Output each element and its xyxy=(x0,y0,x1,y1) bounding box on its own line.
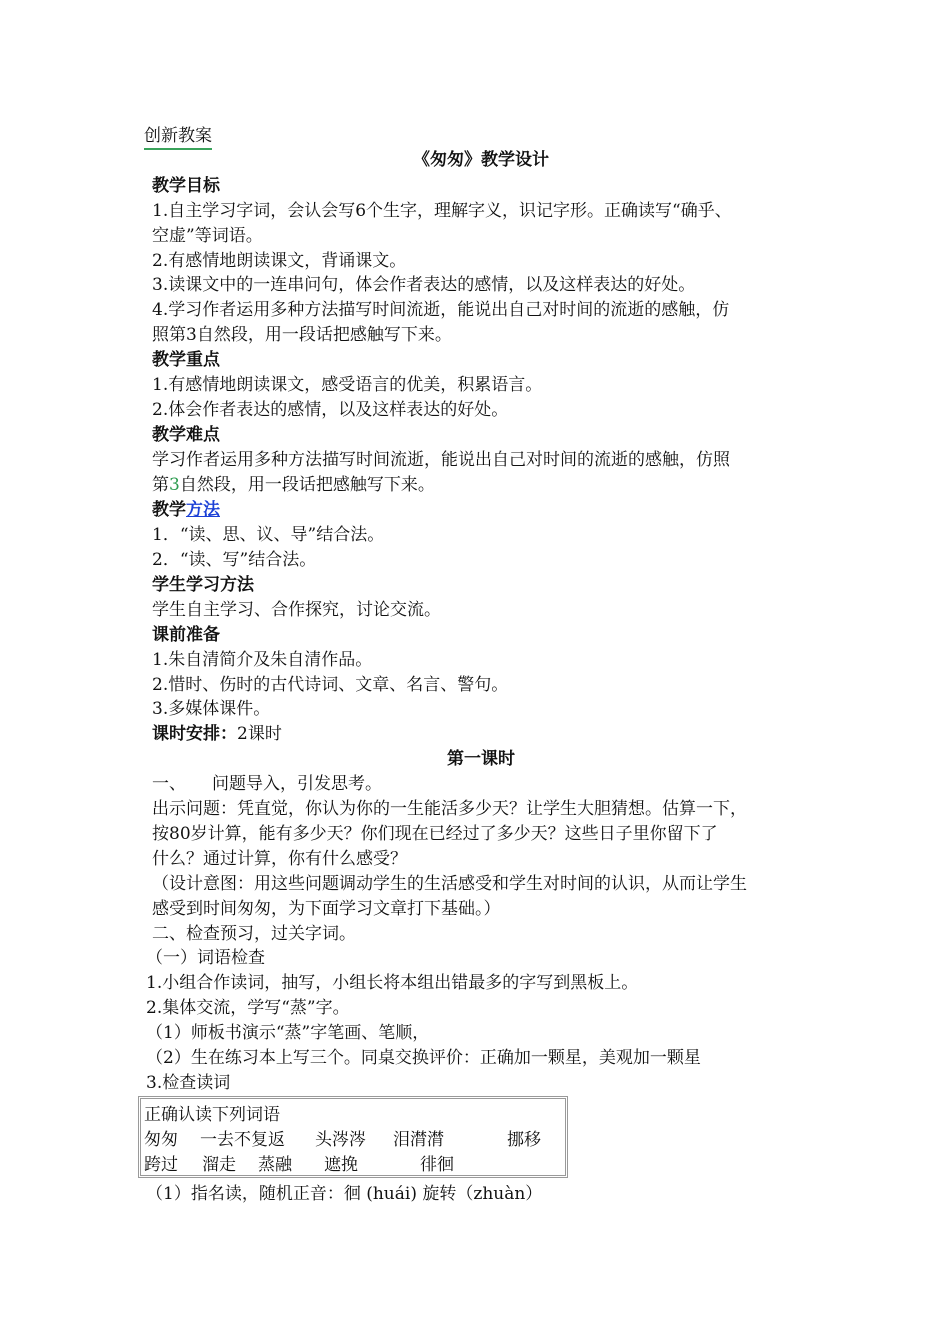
goal-line: 空虚”等词语。 xyxy=(152,226,263,246)
part1-line xyxy=(152,772,382,796)
method-heading xyxy=(152,498,220,522)
step-line: 1.小组合作读词，抽写，小组长将本组出错最多的字写到黑板上。 xyxy=(146,973,639,993)
intro-line: 什么？通过计算，你有什么感受？ xyxy=(152,849,407,869)
intro-line: 感受到时间匆匆，为下面学习文章打下基础。） xyxy=(152,899,501,919)
goal-line: 3.读课文中的一连串问句，体会作者表达的感情，以及这样表达的好处。 xyxy=(152,275,696,295)
step-line: 3.检查读词 xyxy=(146,1073,231,1093)
correction-line: （1）指名读，随机正音：徊 (huái) 旋转（zhuàn） xyxy=(146,1184,543,1204)
vocab-word: 蒸融 xyxy=(258,1155,292,1175)
goal-line: 1.自主学习字词，会认会写6个生字，理解字义，识记字形。正确读写“确乎、 xyxy=(152,201,732,221)
vocab-row xyxy=(144,1128,541,1152)
vocab-word: 挪移 xyxy=(507,1130,541,1150)
difficulty-post: 自然段，用一段话把感触写下来。 xyxy=(179,475,435,495)
doc-title: 《匆匆》教学设计 xyxy=(413,150,549,170)
doc-tag: 创新教案 xyxy=(144,124,212,150)
sub1-line: （一）词语检查 xyxy=(146,948,265,968)
vocab-word: 徘徊 xyxy=(420,1155,454,1175)
key-heading: 教学重点 xyxy=(152,350,220,370)
vocab-word: 泪潸潸 xyxy=(393,1130,444,1150)
goal-line: 4.学习作者运用多种方法描写时间流逝，能说出自己对时间的流逝的感触，仿 xyxy=(152,300,730,320)
student-line: 学生自主学习、合作探究，讨论交流。 xyxy=(152,600,441,620)
method-heading-text: 教学 xyxy=(152,500,186,520)
goals-heading: 教学目标 xyxy=(152,176,220,196)
schedule-value: 2课时 xyxy=(237,724,282,744)
vocab-box-title: 正确认读下列词语 xyxy=(144,1105,280,1125)
method-line: 2．“读、写”结合法。 xyxy=(152,550,317,570)
part1-title: 问题导入，引发思考。 xyxy=(212,774,382,794)
vocab-word: 一去不复返 xyxy=(200,1130,285,1150)
vocab-word: 匆匆 xyxy=(144,1130,178,1150)
difficulty-pre: 第 xyxy=(152,475,169,495)
vocab-word: 头涔涔 xyxy=(315,1130,366,1150)
difficulty-heading: 教学难点 xyxy=(152,425,220,445)
difficulty-line: 学习作者运用多种方法描写时间流逝，能说出自己对时间的流逝的感触，仿照 xyxy=(152,450,730,470)
vocab-word: 跨过 xyxy=(144,1155,178,1175)
goal-line: 照第3自然段，用一段话把感触写下来。 xyxy=(152,325,452,345)
vocab-box xyxy=(138,1096,568,1178)
key-line: 2.体会作者表达的感情，以及这样表达的好处。 xyxy=(152,400,509,420)
step-line: （1）师板书演示“蒸”字笔画、笔顺， xyxy=(146,1023,430,1043)
prep-line: 2.惜时、伤时的古代诗词、文章、名言、警句。 xyxy=(152,675,509,695)
step-line: 2.集体交流，学写“蒸”字。 xyxy=(146,998,350,1018)
key-line: 1.有感情地朗读课文，感受语言的优美，积累语言。 xyxy=(152,375,543,395)
schedule-label: 课时安排： xyxy=(152,724,237,744)
vocab-row xyxy=(144,1153,454,1177)
intro-line: 出示问题：凭直觉，你认为你的一生能活多少天？让学生大胆猜想。估算一下， xyxy=(152,799,747,819)
method-line: 1．“读、思、议、导”结合法。 xyxy=(152,525,385,545)
difficulty-number: 3 xyxy=(169,475,180,495)
part1-number: 一、 xyxy=(152,774,186,794)
intro-line: 按80岁计算，能有多少天？你们现在已经过了多少天？这些日子里你留下了 xyxy=(152,824,718,844)
intro-line: （设计意图：用这些问题调动学生的生活感受和学生对时间的认识，从而让学生 xyxy=(152,874,747,894)
vocab-word: 遮挽 xyxy=(324,1155,358,1175)
student-heading: 学生学习方法 xyxy=(152,575,254,595)
part2-line: 二、检查预习，过关字词。 xyxy=(152,924,356,944)
prep-line: 3.多媒体课件。 xyxy=(152,699,271,719)
vocab-word: 溜走 xyxy=(202,1155,236,1175)
goal-line: 2.有感情地朗读课文，背诵课文。 xyxy=(152,251,407,271)
schedule-line xyxy=(152,722,282,746)
prep-heading: 课前准备 xyxy=(152,625,220,645)
step-line: （2）生在练习本上写三个。同桌交换评价：正确加一颗星，美观加一颗星 xyxy=(146,1048,701,1068)
method-link[interactable]: 方法 xyxy=(186,500,220,520)
prep-line: 1.朱自清简介及朱自清作品。 xyxy=(152,650,373,670)
lesson1-heading: 第一课时 xyxy=(447,749,515,769)
difficulty-line xyxy=(152,473,435,497)
